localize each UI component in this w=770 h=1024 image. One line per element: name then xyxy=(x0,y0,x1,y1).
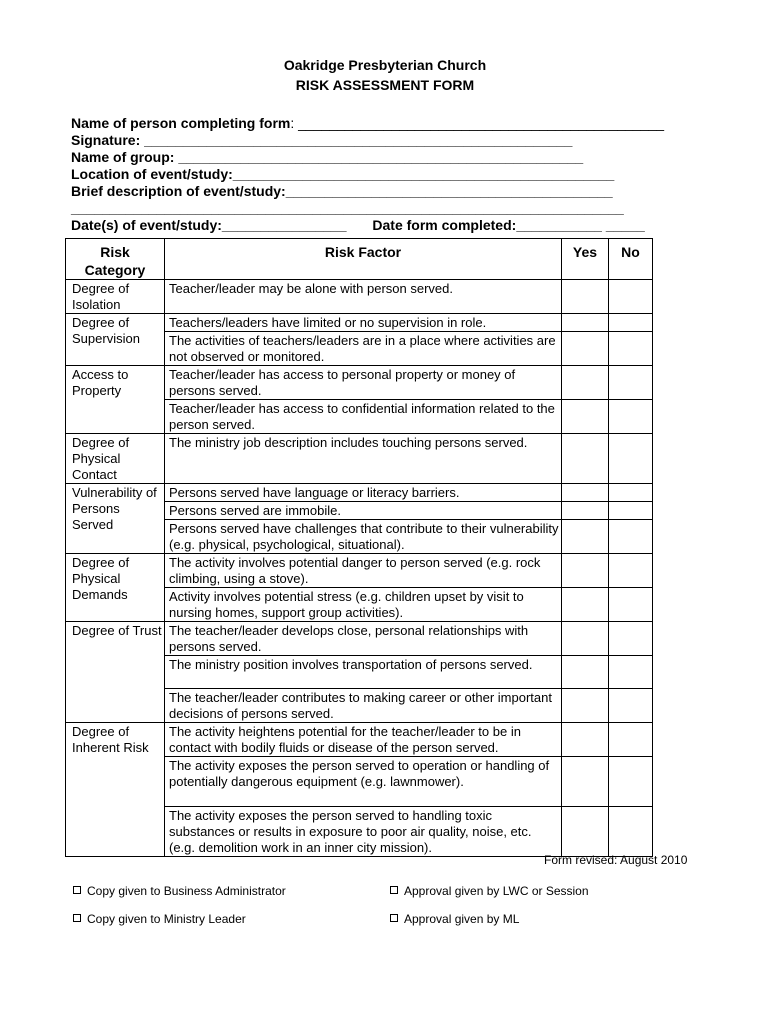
name-field-row[interactable] xyxy=(71,115,711,132)
approval-lwc-option[interactable] xyxy=(390,884,589,898)
name-field-label: Name of person completing form xyxy=(71,115,291,131)
copy-business-admin-option[interactable] xyxy=(73,884,286,898)
yes-checkbox-cell[interactable] xyxy=(562,554,609,588)
no-checkbox-cell[interactable] xyxy=(609,366,653,400)
copy-business-admin-label: Copy given to Business Administrator xyxy=(87,884,286,898)
category-cell: Degree of Trust xyxy=(66,622,165,723)
table-header-row xyxy=(66,239,653,280)
factor-cell: Persons served have challenges that contribute to their vulnerability (e.g. physical, psychological, situational). xyxy=(165,520,562,554)
no-checkbox-cell[interactable] xyxy=(609,723,653,757)
category-cell: Vulnerability of Persons Served xyxy=(66,484,165,554)
no-checkbox-cell[interactable] xyxy=(609,484,653,502)
checkbox-icon[interactable] xyxy=(73,914,81,922)
table-row xyxy=(66,554,653,588)
no-checkbox-cell[interactable] xyxy=(609,332,653,366)
table-row xyxy=(66,484,653,502)
category-cell: Access to Property xyxy=(66,366,165,434)
name-field-colon: : xyxy=(290,115,295,131)
yes-checkbox-cell[interactable] xyxy=(562,622,609,656)
factor-cell: The teacher/leader develops close, personal relationships with persons served. xyxy=(165,622,562,656)
church-name: Oakridge Presbyterian Church xyxy=(283,57,487,73)
yes-checkbox-cell[interactable] xyxy=(562,400,609,434)
no-checkbox-cell[interactable] xyxy=(609,757,653,807)
yes-checkbox-cell[interactable] xyxy=(562,434,609,484)
category-cell: Degree of Physical Contact xyxy=(66,434,165,484)
description-field-label: Brief description of event/study: xyxy=(71,183,286,199)
yes-checkbox-cell[interactable] xyxy=(562,807,609,857)
no-checkbox-cell[interactable] xyxy=(609,554,653,588)
category-cell: Degree of Isolation xyxy=(66,280,165,314)
no-checkbox-cell[interactable] xyxy=(609,400,653,434)
category-cell: Degree of Physical Demands xyxy=(66,554,165,622)
factor-cell: The activity heightens potential for the teacher/leader to be in contact with bodily fluids or disease of the person served. xyxy=(165,723,562,757)
table-row xyxy=(66,314,653,332)
factor-cell: Teacher/leader has access to confidential information related to the person served. xyxy=(165,400,562,434)
location-field-label: Location of event/study: xyxy=(71,166,233,182)
description-field-line[interactable]: __________________________________________ xyxy=(285,183,613,199)
factor-cell: The ministry job description includes touching persons served. xyxy=(165,434,562,484)
no-checkbox-cell[interactable] xyxy=(609,434,653,484)
factor-cell: Teacher/leader may be alone with person served. xyxy=(165,280,562,314)
factor-cell: The ministry position involves transportation of persons served. xyxy=(165,656,562,689)
description-extra-line[interactable]: _______________________________________________________________________ xyxy=(71,200,624,216)
yes-checkbox-cell[interactable] xyxy=(562,484,609,502)
no-checkbox-cell[interactable] xyxy=(609,314,653,332)
yes-checkbox-cell[interactable] xyxy=(562,502,609,520)
factor-cell: Activity involves potential stress (e.g. children upset by visit to nursing homes, support group activities). xyxy=(165,588,562,622)
table-row xyxy=(66,434,653,484)
date-completed-label: Date form completed: xyxy=(372,217,517,233)
yes-checkbox-cell[interactable] xyxy=(562,332,609,366)
approval-lwc-label: Approval given by LWC or Session xyxy=(404,884,589,898)
factor-cell: Teachers/leaders have limited or no supervision in role. xyxy=(165,314,562,332)
factor-cell: The activity involves potential danger to person served (e.g. rock climbing, using a stove). xyxy=(165,554,562,588)
yes-checkbox-cell[interactable] xyxy=(562,280,609,314)
risk-table xyxy=(65,238,653,857)
factor-cell: The teacher/leader contributes to making career or other important decisions of persons served. xyxy=(165,689,562,723)
checkbox-icon[interactable] xyxy=(390,914,398,922)
copy-ministry-leader-option[interactable] xyxy=(73,912,246,926)
group-field-label: Name of group: xyxy=(71,149,179,165)
factor-cell: Persons served are immobile. xyxy=(165,502,562,520)
header-yes: Yes xyxy=(562,239,609,280)
date-completed-line[interactable]: ___________ _____ xyxy=(516,217,645,233)
factor-cell: Teacher/leader has access to personal property or money of persons served. xyxy=(165,366,562,400)
form-revised-note: Form revised: August 2010 xyxy=(544,853,688,867)
checkbox-icon[interactable] xyxy=(390,886,398,894)
header-risk-category: Risk Category xyxy=(66,239,165,280)
event-dates-label: Date(s) of event/study: xyxy=(71,217,222,233)
yes-checkbox-cell[interactable] xyxy=(562,588,609,622)
dates-row[interactable] xyxy=(71,217,711,234)
no-checkbox-cell[interactable] xyxy=(609,689,653,723)
table-row xyxy=(66,280,653,314)
table-row xyxy=(66,723,653,757)
copy-ministry-leader-label: Copy given to Ministry Leader xyxy=(87,912,246,926)
no-checkbox-cell[interactable] xyxy=(609,807,653,857)
signature-field-row[interactable] xyxy=(71,132,711,149)
yes-checkbox-cell[interactable] xyxy=(562,366,609,400)
form-title: RISK ASSESSMENT FORM xyxy=(295,77,475,93)
yes-checkbox-cell[interactable] xyxy=(562,656,609,689)
signature-field-label: Signature: xyxy=(71,132,145,148)
no-checkbox-cell[interactable] xyxy=(609,502,653,520)
yes-checkbox-cell[interactable] xyxy=(562,689,609,723)
factor-cell: The activities of teachers/leaders are in a place where activities are not observed or monitored. xyxy=(165,332,562,366)
table-row xyxy=(66,622,653,656)
location-field-row[interactable] xyxy=(71,166,711,183)
yes-checkbox-cell[interactable] xyxy=(562,757,609,807)
table-row xyxy=(66,366,653,400)
description-field-row[interactable] xyxy=(71,183,711,200)
category-cell: Degree of Supervision xyxy=(66,314,165,366)
no-checkbox-cell[interactable] xyxy=(609,588,653,622)
yes-checkbox-cell[interactable] xyxy=(562,314,609,332)
group-field-row[interactable] xyxy=(71,149,711,166)
approval-ml-label: Approval given by ML xyxy=(404,912,520,926)
factor-cell: The activity exposes the person served to operation or handling of potentially dangerous equipment (e.g. lawnmower). xyxy=(165,757,562,807)
checkbox-icon[interactable] xyxy=(73,886,81,894)
form-fields xyxy=(71,115,711,234)
name-field-line[interactable]: _______________________________________________ xyxy=(294,115,665,131)
factor-cell: The activity exposes the person served to handling toxic substances or results in exposure to poor air quality, noise, etc. (e.g. demolition work in an inner city mission). xyxy=(165,807,562,857)
yes-checkbox-cell[interactable] xyxy=(562,723,609,757)
location-field-line[interactable]: _________________________________________________ xyxy=(232,166,615,182)
factor-cell: Persons served have language or literacy barriers. xyxy=(165,484,562,502)
group-field-line[interactable]: ____________________________________________________ xyxy=(178,149,584,165)
no-checkbox-cell[interactable] xyxy=(609,520,653,554)
no-checkbox-cell[interactable] xyxy=(609,280,653,314)
no-checkbox-cell[interactable] xyxy=(609,622,653,656)
yes-checkbox-cell[interactable] xyxy=(562,520,609,554)
header-no: No xyxy=(609,239,653,280)
signature-field-line[interactable]: _______________________________________________________ xyxy=(144,132,573,148)
header-risk-factor: Risk Factor xyxy=(165,239,562,280)
category-cell: Degree of Inherent Risk xyxy=(66,723,165,857)
no-checkbox-cell[interactable] xyxy=(609,656,653,689)
approval-ml-option[interactable] xyxy=(390,912,519,926)
event-dates-line[interactable]: ________________ xyxy=(221,217,347,233)
